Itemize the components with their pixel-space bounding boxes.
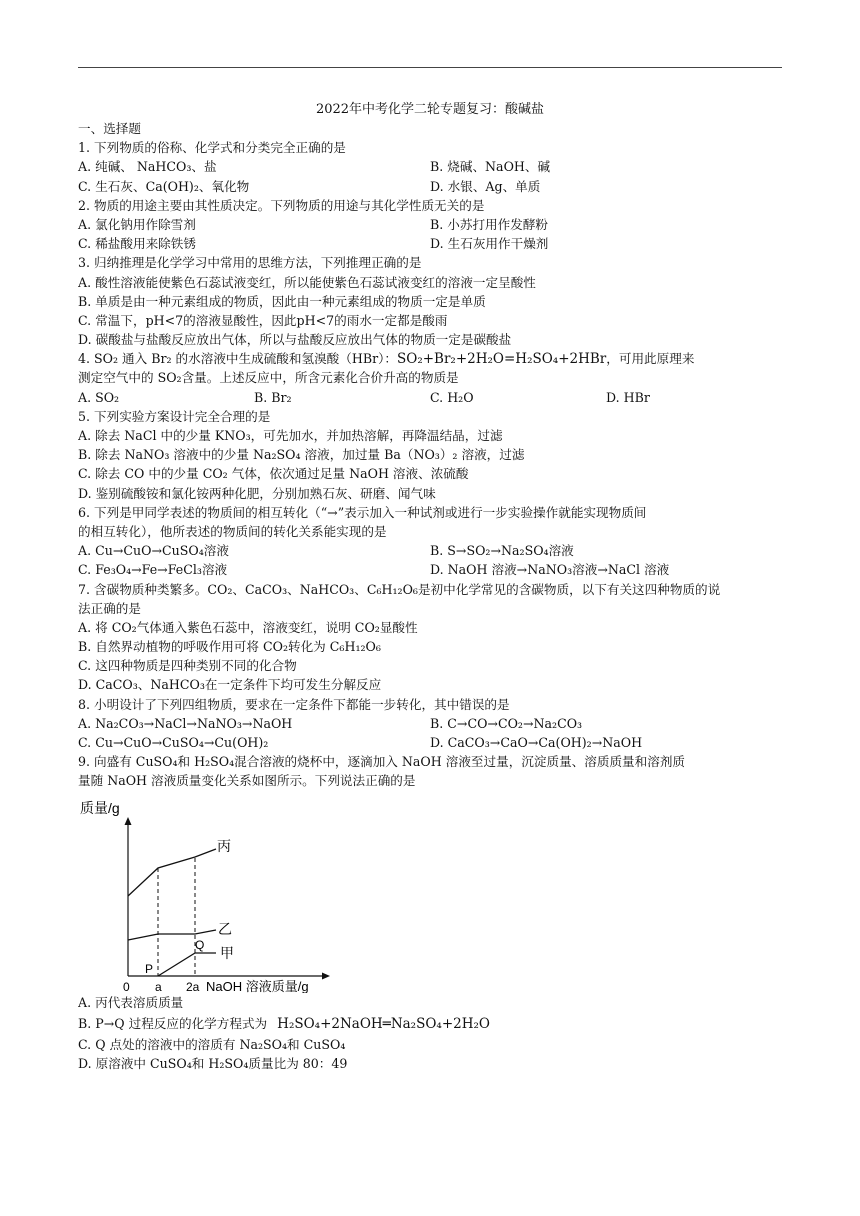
x-axis-arrow — [322, 972, 330, 979]
option-2b: B. 小苏打用作发酵粉 — [430, 216, 549, 232]
question-2-stem: 2. 物质的用途主要由其性质决定。下列物质的用途与其化学性质无关的是 — [78, 197, 485, 213]
question-6-options-row-2 — [78, 560, 782, 579]
question-4-equation: SO₂+Br₂+2H₂O=H₂SO₄+2HBr — [397, 351, 607, 368]
option-4a: A. SO₂ — [78, 389, 120, 405]
question-9-stem-line-1: 9. 向盛有 CuSO₄和 H₂SO₄混合溶液的烧杯中，逐滴加入 NaOH 溶液至过量，沉淀质量、溶质质量和溶剂质 — [78, 754, 686, 770]
question-4-stem-part-2: ，可用此原理来 — [606, 351, 695, 367]
tick-a: a — [155, 979, 162, 993]
question-8-options-row-1 — [78, 714, 782, 733]
option-8b: B. C→CO→CO₂→Na₂CO₃ — [430, 715, 583, 731]
tick-2a: 2a — [186, 979, 200, 993]
option-6d: D. NaOH 溶液→NaNO₃溶液→NaCl 溶液 — [430, 562, 670, 578]
option-1b: B. 烧碱、NaOH、碱 — [430, 159, 551, 175]
question-7-stem-line-1: 7. 含碳物质种类繁多。CO₂、CaCO₃、NaHCO₃、C₆H₁₂O₆是初中化学常见的含碳物质，以下有关这四种物质的说 — [78, 581, 721, 597]
mass-graph-svg — [78, 793, 348, 993]
option-7d: D. CaCO₃、NaHCO₃在一定条件下均可发生分解反应 — [78, 677, 382, 693]
option-8a: A. Na₂CO₃→NaCl→NaNO₃→NaOH — [78, 715, 293, 731]
option-5c: C. 除去 CO 中的少量 CO₂ 气体，依次通过足量 NaOH 溶液、浓硫酸 — [78, 466, 469, 482]
option-8d: D. CaCO₃→CaO→Ca(OH)₂→NaOH — [430, 735, 643, 750]
option-5d: D. 鉴别硫酸铵和氯化铵两种化肥，分别加熟石灰、研磨、闻气味 — [78, 485, 436, 501]
label-jia: 甲 — [220, 944, 234, 961]
header-rule — [78, 67, 782, 68]
option-6b: B. S→SO₂→Na₂SO₄溶液 — [430, 543, 574, 559]
question-2-options-row-2 — [78, 234, 782, 253]
option-9c: C. Q 点处的溶液中的溶质有 Na₂SO₄和 CuSO₄ — [78, 1036, 346, 1052]
question-4-stem-line-1 — [78, 349, 782, 368]
question-8-stem: 8. 小明设计了下列四组物质，要求在一定条件下都能一步转化，其中错误的是 — [78, 696, 510, 712]
option-4d: D. HBr — [606, 389, 650, 405]
option-8c: C. Cu→CuO→CuSO₄→Cu(OH)₂ — [78, 735, 269, 750]
page-title: 2022年中考化学二轮专题复习：酸碱盐 — [315, 102, 545, 117]
question-7-stem-line-2: 法正确的是 — [78, 600, 141, 616]
question-8-options-row-2 — [78, 733, 782, 752]
graph-xlabel: NaOH 溶液质量/g — [206, 978, 309, 993]
option-9b — [78, 1012, 782, 1035]
option-2c: C. 稀盐酸用来除铁锈 — [78, 236, 196, 252]
question-1-options-row-2 — [78, 177, 782, 196]
option-9d: D. 原溶液中 CuSO₄和 H₂SO₄质量比为 80：49 — [78, 1055, 348, 1071]
option-9b-text: B. P→Q 过程反应的化学方程式为 — [78, 1015, 268, 1031]
option-4b: B. Br₂ — [254, 389, 292, 405]
question-4-stem-part-1: 4. SO₂ 通入 Br₂ 的水溶液中生成硫酸和氢溴酸（HBr）： — [78, 351, 397, 367]
option-1c: C. 生石灰、Ca(OH)₂、氧化物 — [78, 178, 250, 194]
option-3a: A. 酸性溶液能使紫色石蕊试液变红，所以能使紫色石蕊试液变红的溶液一定呈酸性 — [78, 274, 536, 290]
option-7a: A. 将 CO₂气体通入紫色石蕊中，溶液变红，说明 CO₂显酸性 — [78, 619, 418, 635]
option-3b: B. 单质是由一种元素组成的物质，因此由一种元素组成的物质一定是单质 — [78, 293, 486, 309]
option-9b-equation: H₂SO₄+2NaOH═Na₂SO₄+2H₂O — [277, 1015, 490, 1032]
question-3-stem: 3. 归纳推理是化学学习中常用的思维方法，下列推理正确的是 — [78, 255, 422, 271]
question-4-stem-line-2: 测定空气中的 SO₂含量。上述反应中，所含元素化合价升高的物质是 — [78, 370, 459, 386]
option-5a: A. 除去 NaCl 中的少量 KNO₃，可先加水，并加热溶解，再降温结晶，过滤 — [78, 428, 503, 443]
option-1a: A. 纯碱、 NaHCO₃、盐 — [78, 159, 217, 175]
option-7c: C. 这四种物质是四种类别不同的化合物 — [78, 658, 297, 674]
question-4-options — [78, 388, 782, 407]
option-3d: D. 碳酸盐与盐酸反应放出气体，所以与盐酸反应放出气体的物质一定是碳酸盐 — [78, 332, 512, 348]
y-axis-arrow — [125, 817, 132, 825]
option-9a: A. 丙代表溶质质量 — [78, 994, 184, 1010]
question-2-options-row-1 — [78, 215, 782, 234]
question-1-stem: 1. 下列物质的俗称、化学式和分类完全正确的是 — [78, 140, 346, 156]
option-5b: B. 除去 NaNO₃ 溶液中的少量 Na₂SO₄ 溶液，加过量 Ba（NO₃）₂ 溶液，过滤 — [78, 447, 525, 463]
question-6-stem-line-1: 6. 下列是甲同学表述的物质间的相互转化（“→”表示加入一种试剂或进行一步实验操作就能实现物质间 — [78, 504, 647, 520]
mass-graph — [78, 793, 348, 993]
question-6-options-row-1 — [78, 541, 782, 560]
curve-jia — [158, 953, 216, 976]
option-6a: A. Cu→CuO→CuSO₄溶液 — [78, 543, 229, 559]
tick-origin: 0 — [123, 979, 130, 993]
graph-ylabel: 质量/g — [80, 799, 120, 816]
question-9-stem-line-2: 量随 NaOH 溶液质量变化关系如图所示。下列说法正确的是 — [78, 773, 416, 789]
question-5-stem: 5. 下列实验方案设计完全合理的是 — [78, 408, 271, 424]
option-7b: B. 自然界动植物的呼吸作用可将 CO₂转化为 C₆H₁₂O₆ — [78, 639, 381, 655]
option-2a: A. 氯化钠用作除雪剂 — [78, 216, 196, 232]
option-6c: C. Fe₃O₄→Fe→FeCl₃溶液 — [78, 562, 228, 578]
section-heading: 一、选择题 — [78, 121, 141, 136]
label-P: P — [145, 961, 154, 976]
question-6-stem-line-2: 的相互转化），他所表述的物质间的转化关系能实现的是 — [78, 523, 387, 539]
label-bing: 丙 — [217, 837, 231, 854]
option-3c: C. 常温下，pH<7的溶液显酸性，因此pH<7的雨水一定都是酸雨 — [78, 312, 448, 328]
label-Q: Q — [195, 937, 205, 952]
worksheet — [78, 100, 782, 1073]
label-yi: 乙 — [218, 920, 232, 937]
curve-bing — [128, 849, 216, 896]
question-1-options-row-1 — [78, 157, 782, 176]
option-1d: D. 水银、Ag、单质 — [430, 178, 541, 194]
option-2d: D. 生石灰用作干燥剂 — [430, 236, 549, 252]
option-4c: C. H₂O — [430, 389, 474, 405]
